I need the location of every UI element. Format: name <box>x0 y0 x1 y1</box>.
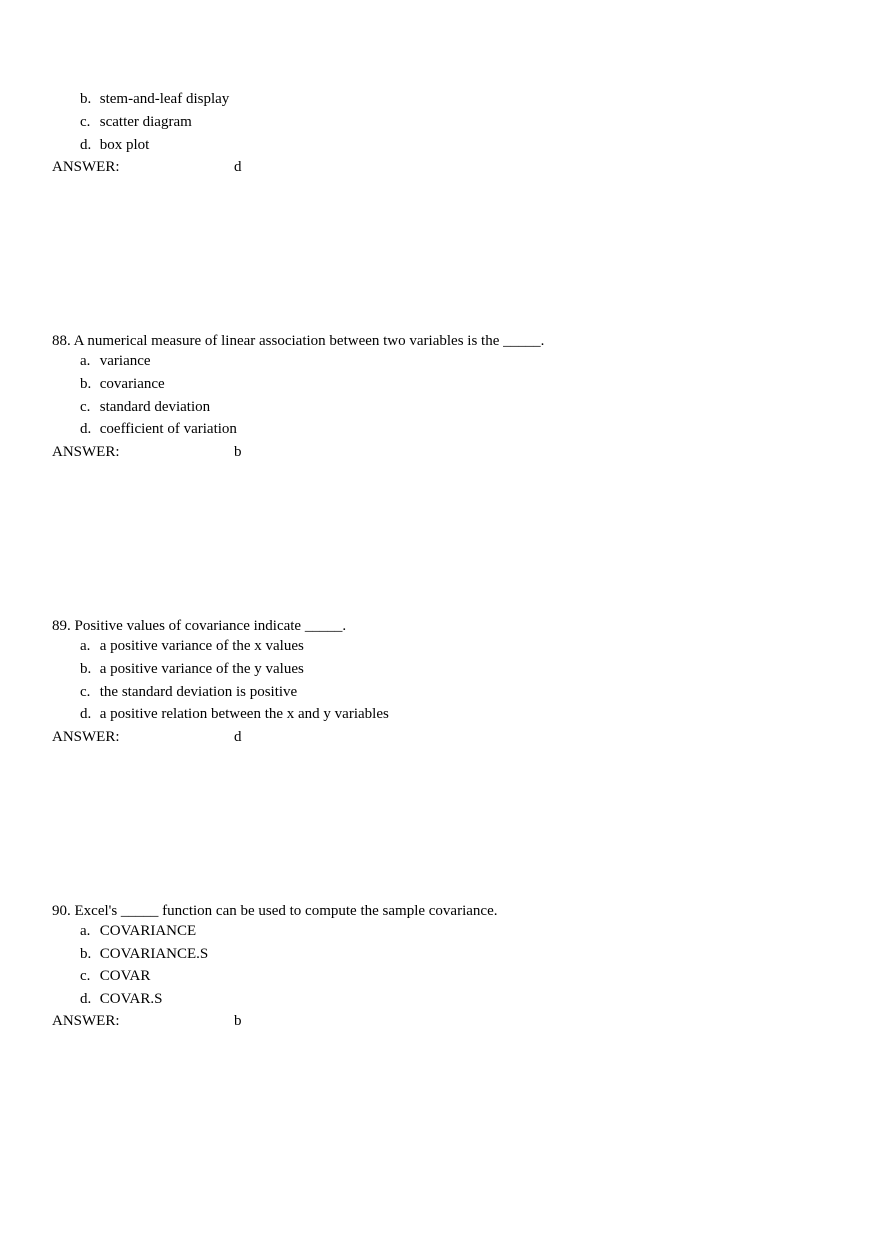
option-c: c. scatter diagram <box>80 114 192 130</box>
answer-value: d <box>234 159 242 175</box>
option-a: a. variance <box>80 353 151 369</box>
option-c: c. the standard deviation is positive <box>80 684 298 700</box>
answer-label: ANSWER: <box>52 159 120 175</box>
option-b: b. stem-and-leaf display <box>80 91 230 107</box>
question-90-stem: 90. Excel's _____ function can be used to compute the sample covariance. <box>52 903 498 919</box>
option-c: c. COVAR <box>80 968 151 984</box>
answer-value: b <box>234 1013 242 1029</box>
option-d: d. coefficient of variation <box>80 421 237 437</box>
question-89-stem: 89. Positive values of covariance indicate _____. <box>52 618 347 634</box>
option-d: d. COVAR.S <box>80 991 163 1007</box>
question-88-stem: 88. A numerical measure of linear association between two variables is the _____. <box>52 333 545 349</box>
option-d: d. a positive relation between the x and y variables <box>80 706 389 722</box>
option-a: a. COVARIANCE <box>80 923 197 939</box>
option-d: d. box plot <box>80 137 150 153</box>
option-c: c. standard deviation <box>80 399 211 415</box>
answer-label: ANSWER: <box>52 729 120 745</box>
answer-value: b <box>234 444 242 460</box>
option-b: b. COVARIANCE.S <box>80 946 209 962</box>
answer-label: ANSWER: <box>52 1013 120 1029</box>
option-b: b. a positive variance of the y values <box>80 661 304 677</box>
option-a: a. a positive variance of the x values <box>80 638 304 654</box>
answer-value: d <box>234 729 242 745</box>
answer-label: ANSWER: <box>52 444 120 460</box>
option-b: b. covariance <box>80 376 165 392</box>
